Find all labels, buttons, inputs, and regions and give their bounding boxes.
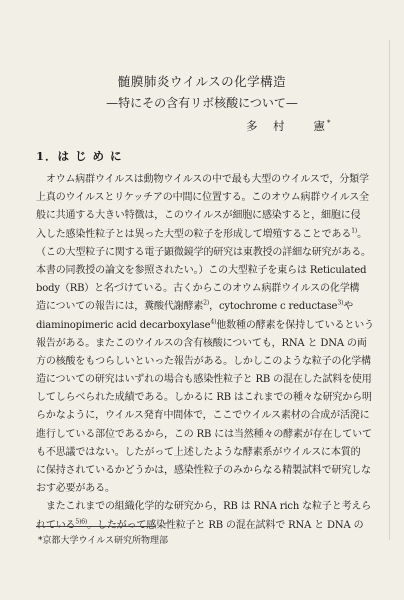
line-text: 造についての報告には，糞酸代謝酵素 bbox=[36, 301, 204, 313]
line-text: 般に共通する大きい特徴は，このウイルスが細胞に感染すると，細胞に侵 bbox=[36, 210, 361, 222]
citation-ref: 1) bbox=[351, 227, 358, 235]
line-text: も不思議ではない。したがって上述したような酵素系がウイルスに本質的 bbox=[36, 446, 361, 458]
text-line bbox=[36, 298, 362, 316]
author-name: 多 村 憲 bbox=[246, 119, 327, 133]
line-text: オウム病群ウイルスは動物ウイルスの中で最も大型のウイルスで，分類学 bbox=[36, 174, 369, 185]
paragraph bbox=[36, 171, 374, 498]
article-title: 髄膜肺炎ウイルスの化学構造 bbox=[117, 74, 287, 89]
page-edge-shadow bbox=[389, 40, 390, 540]
text-line bbox=[36, 389, 372, 407]
text-line bbox=[36, 207, 362, 225]
line-text: 他数種の酵素を保持しているという bbox=[216, 319, 374, 331]
article-body bbox=[36, 171, 374, 535]
line-text: や bbox=[343, 301, 354, 313]
text-line bbox=[36, 498, 372, 516]
line-text: してしらべられた成績である。しかるに RB はこれまでの種々な研究から明 bbox=[36, 392, 372, 404]
text-line bbox=[36, 317, 374, 335]
citation-ref: 3) bbox=[337, 299, 344, 307]
line-text: 報告がある。またこのウイルスの含有核酸についても，RNA と DNA の両 bbox=[36, 337, 367, 349]
line-text: body（RB）と名づけている。古くからこのオウム病群ウイルスの化学構 bbox=[36, 283, 360, 295]
text-line bbox=[36, 371, 372, 389]
line-text: （この大型粒子に関する電子顕微鏡学的研究は東教授の詳細な研究がある。 bbox=[36, 246, 371, 258]
line-text: らかなように，ウイルス発育中間体で，ここでウイルス素材の合成が活溌に bbox=[36, 410, 370, 422]
text-line bbox=[36, 444, 362, 462]
citation-ref: 2) bbox=[203, 299, 210, 307]
footnote: *京都大学ウイルス研究所物理部 bbox=[38, 536, 168, 546]
text-line bbox=[36, 280, 362, 298]
text-line bbox=[36, 407, 370, 425]
line-text: れている bbox=[36, 519, 76, 531]
author-affiliation-mark: * bbox=[327, 119, 331, 128]
line-text: 上真のウイルスとリケッチアの中間に位置する。このオウム病群ウイルス全 bbox=[36, 192, 369, 204]
text-line bbox=[36, 244, 371, 262]
paragraph bbox=[36, 498, 372, 534]
line-text: に保持されているかどうかは，感染性粒子のみからなる精製試料で研究しな bbox=[36, 465, 371, 476]
line-text: 本書の同教授の論文を参照されたい。）この大型粒子を東らは Reticulated bbox=[36, 264, 367, 276]
text-line bbox=[36, 262, 367, 280]
text-line bbox=[36, 171, 369, 189]
citation-ref: 5)6) bbox=[75, 518, 88, 526]
citation-ref: 4) bbox=[210, 318, 217, 326]
text-line bbox=[36, 462, 371, 480]
line-text: おす必要がある。 bbox=[36, 483, 115, 495]
line-text: ，cytochrome c reductase bbox=[209, 301, 338, 313]
line-text: 進行している部位であるから，この RB には当然種々の酵素が存在していて bbox=[36, 428, 372, 440]
text-line bbox=[36, 353, 371, 371]
text-line bbox=[36, 189, 369, 207]
text-line bbox=[36, 335, 367, 353]
line-text: 造についての研究はいずれの場合も感染性粒子と RB の混在した試料を使用 bbox=[36, 374, 372, 386]
line-text: 。 bbox=[357, 228, 367, 240]
text-line bbox=[36, 426, 372, 444]
line-text: diaminopimeric acid decarboxylase bbox=[36, 319, 211, 331]
text-line bbox=[36, 480, 362, 498]
section-heading: 1．は じ め に bbox=[36, 149, 123, 163]
line-text: 方の核酸をもつらしいといった報告がある。しかしこのような粒子の化学構 bbox=[36, 355, 371, 367]
line-text: 。したがって感染性粒子と RB の混在試料で RNA と DNA の bbox=[87, 519, 364, 531]
article-subtitle: —特にその含有リボ核酸について— bbox=[106, 96, 298, 110]
text-line bbox=[36, 226, 367, 244]
author-line bbox=[246, 118, 331, 134]
line-text: 入した感染性粒子とは異った大型の粒子を形成して増殖することである bbox=[36, 228, 352, 240]
footnote-divider bbox=[36, 526, 156, 527]
line-text: またこれまでの組織化学的な研究から，RB は RNA rich な粒子と考えら bbox=[36, 501, 372, 513]
